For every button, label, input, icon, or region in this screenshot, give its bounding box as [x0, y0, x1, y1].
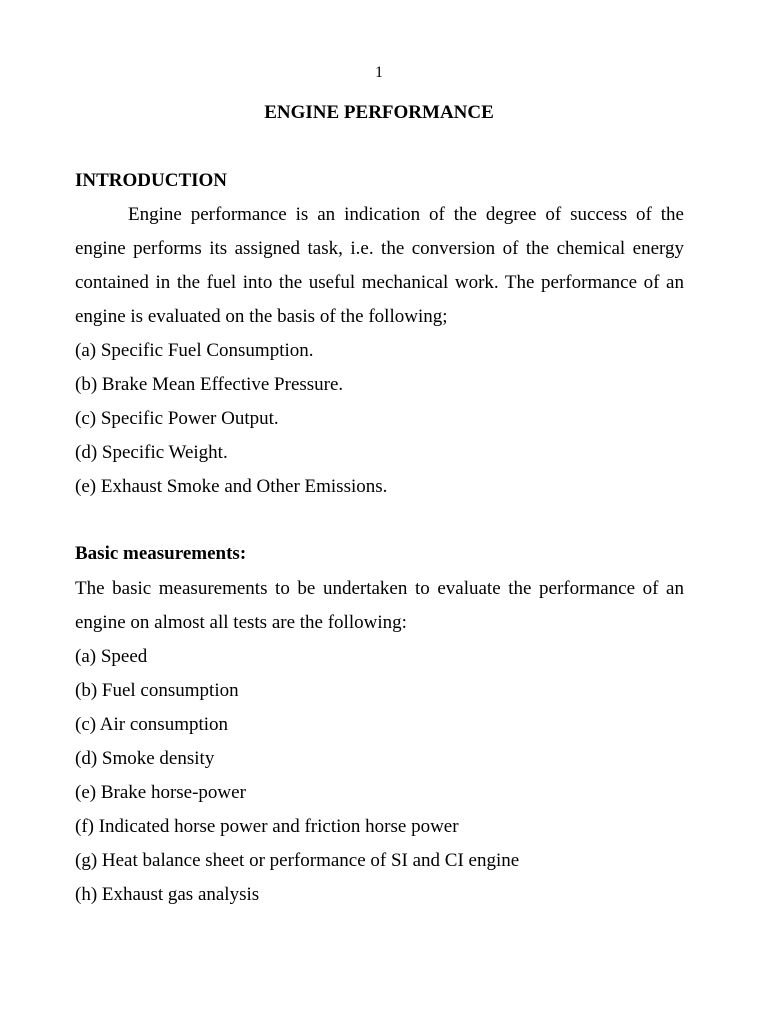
list-item: (g) Heat balance sheet or performance of SI and CI engine	[75, 850, 520, 871]
basic-measurements-list	[75, 640, 519, 912]
basic-measurements-heading: Basic measurements:	[75, 543, 247, 564]
list-item: (b) Brake Mean Effective Pressure.	[75, 374, 344, 395]
introduction-paragraph: Engine performance is an indication of the degree of success of the engine performs its assigned task, i.e. the conversion of the chemical energy contained in the fuel into the useful mechanical work. The performance of an engine is evaluated on the basis of the following;	[75, 204, 684, 327]
performance-criteria-list	[75, 334, 387, 504]
list-item: (c) Air consumption	[75, 714, 229, 735]
list-item: (a) Speed	[75, 646, 148, 667]
list-item: (d) Specific Weight.	[75, 442, 228, 463]
list-item: (e) Brake horse-power	[75, 782, 246, 803]
basic-measurements-paragraph: The basic measurements to be undertaken to evaluate the performance of an engine on almost all tests are the following:	[75, 578, 684, 633]
list-item: (a) Specific Fuel Consumption.	[75, 340, 314, 361]
document-title: ENGINE PERFORMANCE	[264, 102, 494, 123]
list-item: (d) Smoke density	[75, 748, 215, 769]
introduction-heading: INTRODUCTION	[75, 170, 228, 191]
list-item: (h) Exhaust gas analysis	[75, 884, 260, 905]
list-item: (c) Specific Power Output.	[75, 408, 279, 429]
list-item: (f) Indicated horse power and friction horse power	[75, 816, 459, 837]
page-number: 1	[375, 64, 383, 81]
list-item: (e) Exhaust Smoke and Other Emissions.	[75, 476, 388, 497]
list-item: (b) Fuel consumption	[75, 680, 239, 701]
